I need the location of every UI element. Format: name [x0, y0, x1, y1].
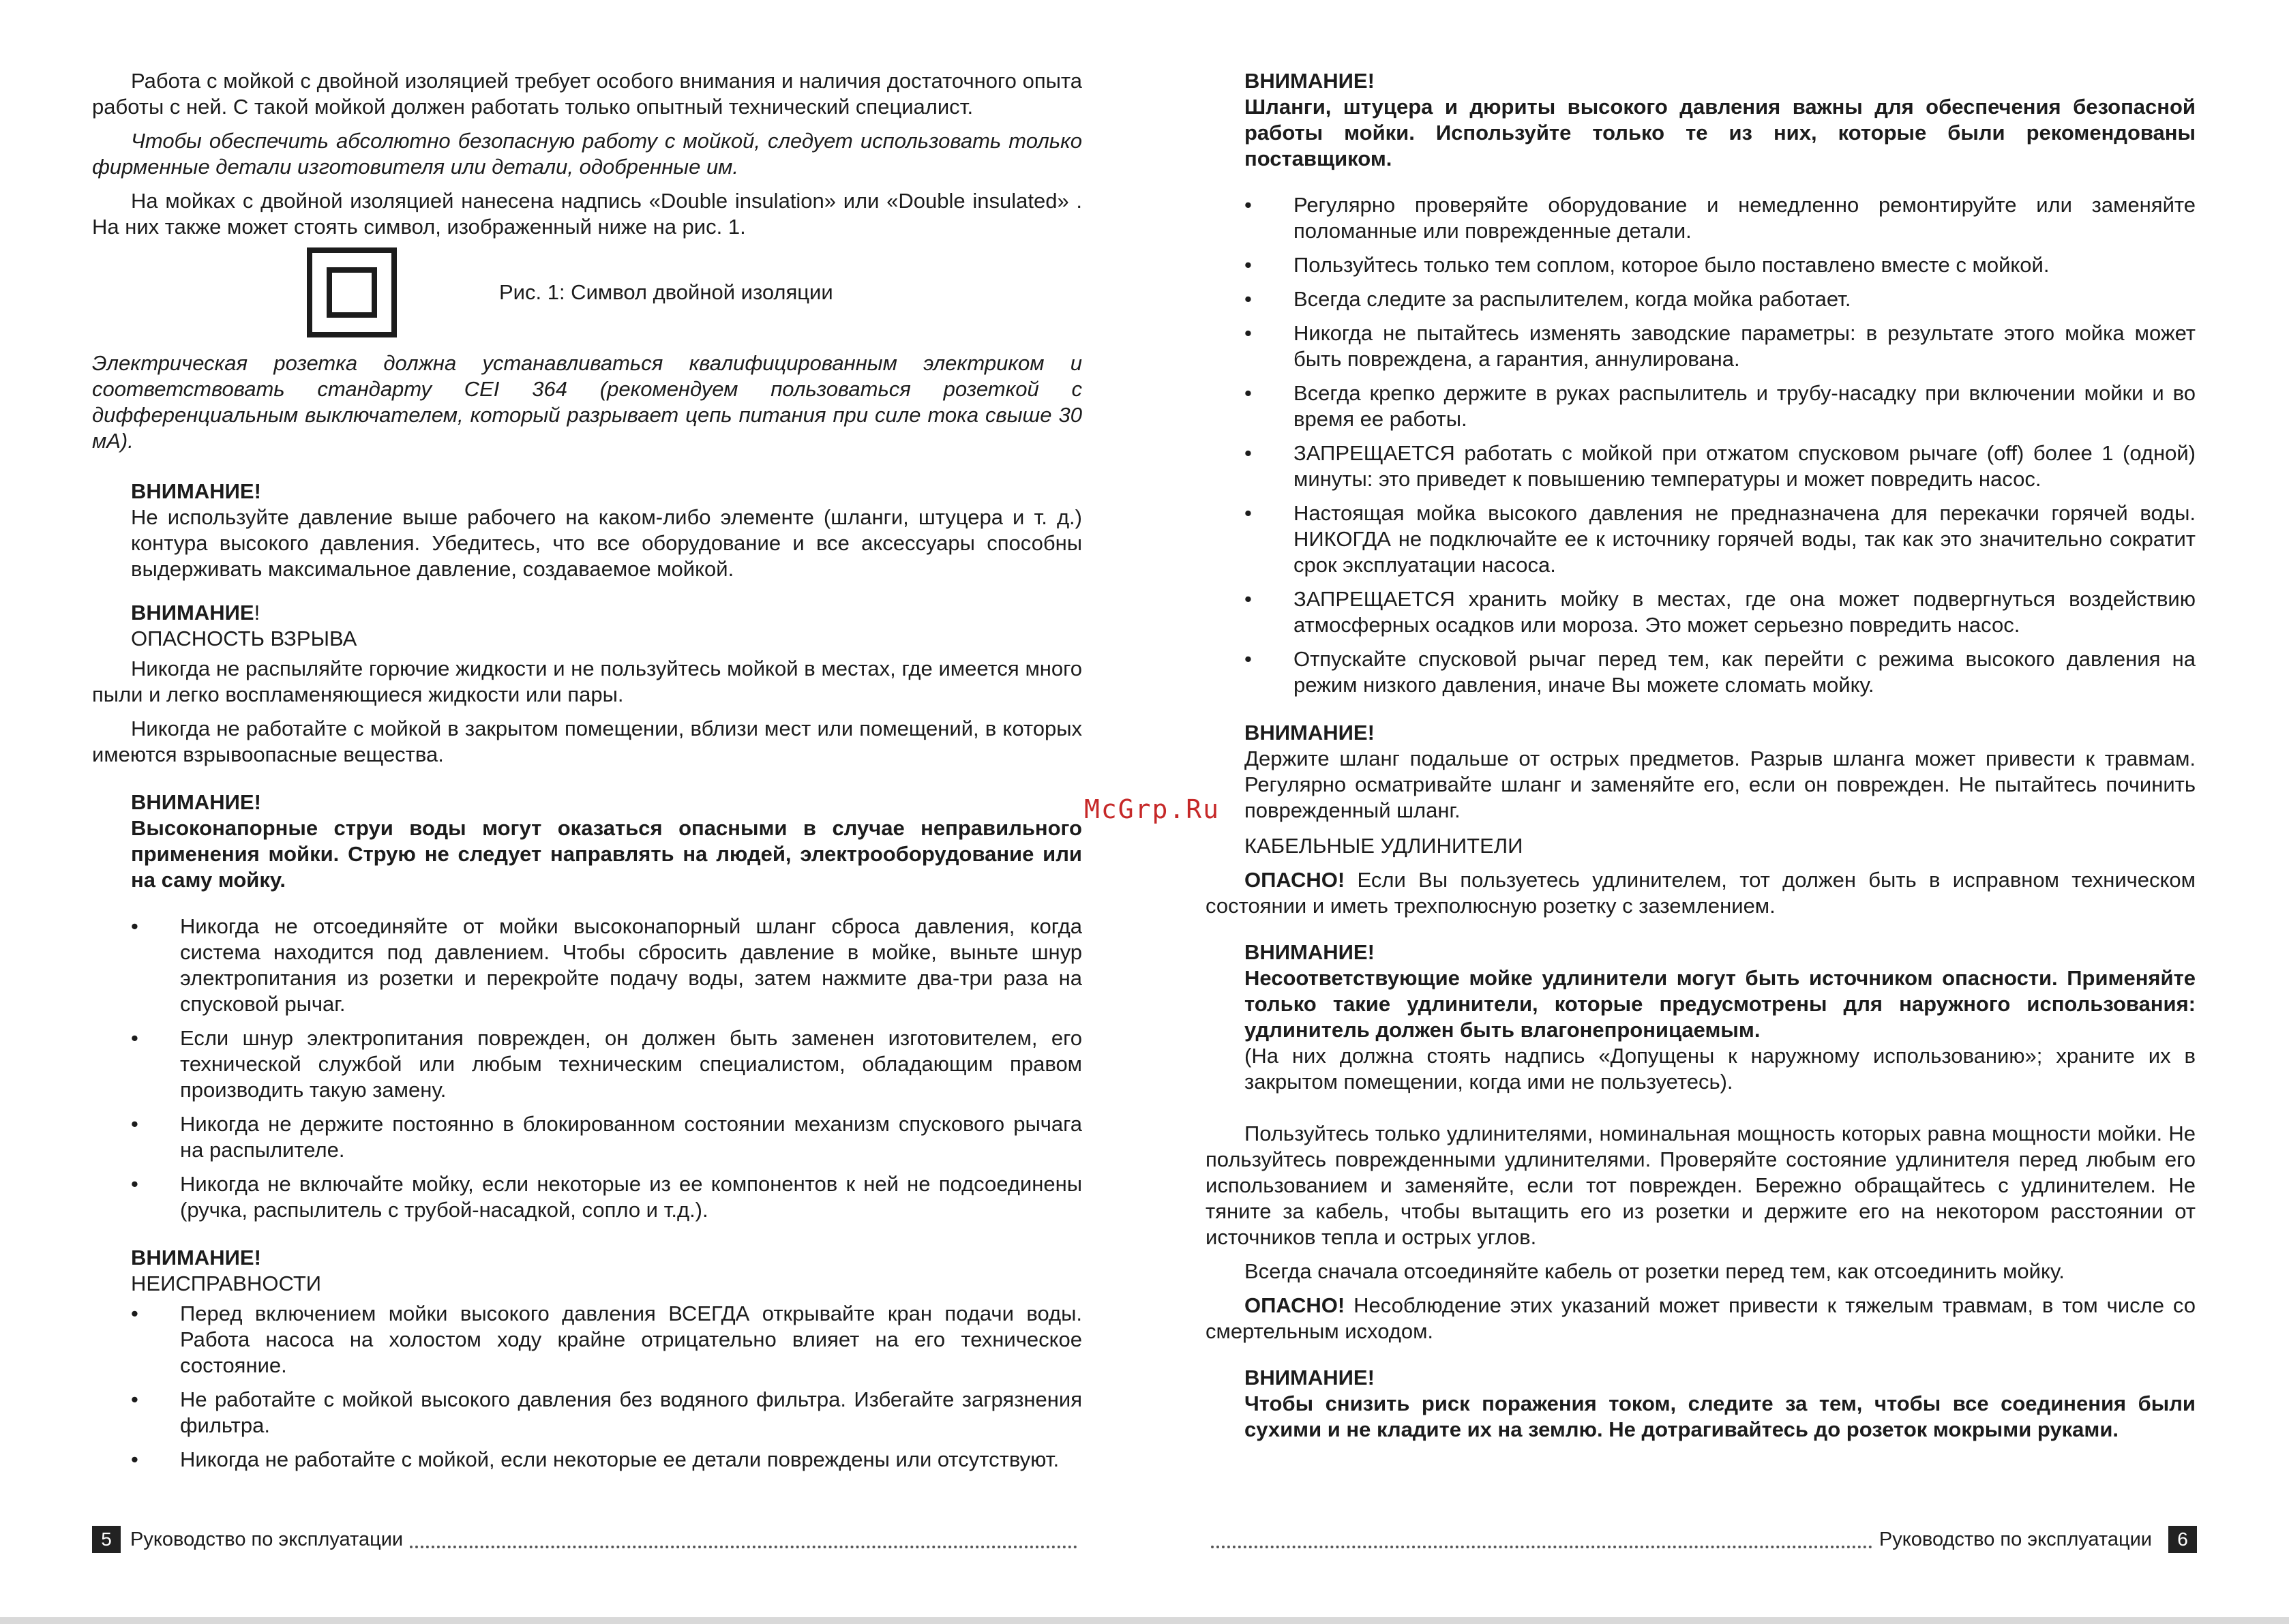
list-item: • ЗАПРЕЩАЕТСЯ работать с мойкой при отжатом спусковом рычаге (off) более 1 (одной) минуты: это приведет к повышению температуры и может повредить насос.	[1244, 441, 2196, 491]
list-item: • Перед включением мойки высокого давления ВСЕГДА открывайте кран подачи воды. Работа насоса на холостом ходу крайне отрицательно влияет на его техническое состояние.	[131, 1302, 1082, 1377]
warning-heading: ВНИМАНИЕ!	[1244, 1366, 1375, 1389]
bullet-icon: •	[131, 914, 138, 938]
paragraph: Чтобы обеспечить абсолютно безопасную работу с мойкой, следует использовать только фирменные детали изготовителя или детали, одобренные им.	[92, 129, 1082, 179]
list-item: • Пользуйтесь только тем соплом, которое было поставлено вместе с мойкой.	[1244, 253, 2050, 277]
warning-text: Не используйте давление выше рабочего на каком-либо элементе (шланги, штуцера и т. д.) контура высокого давления. Убедитесь, что все оборудование и все аксессуары способны выдерживать максимальное давление, создаваемое мойкой.	[131, 505, 1082, 581]
paragraph: Пользуйтесь только удлинителями, номинальная мощность которых равна мощности мойки. Не пользуйтесь поврежденными удлинителями. Проверяйте состояние удлинителя перед любым его использованием и заменяйте, если тот поврежден. Бережно обращайтесь с удлинителем. Не тяните за кабель, чтобы вытащить его из розетки и держите его на некотором расстоянии от источников тепла и острых углов.	[1206, 1122, 2196, 1249]
warning-subheading: ОПАСНОСТЬ ВЗРЫВА	[131, 627, 357, 650]
list-item: • Никогда не держите постоянно в блокированном состоянии механизм спускового рычага на распылителе.	[131, 1112, 1082, 1162]
warning-block	[1206, 1365, 2196, 1443]
warning-block	[1206, 939, 2196, 1095]
list-item: • Регулярно проверяйте оборудование и немедленно ремонтируйте или заменяйте поломанные или поврежденные детали.	[1244, 193, 2196, 243]
warning-heading-excl: !	[254, 601, 260, 625]
list-item: • Всегда следите за распылителем, когда мойка работает.	[1244, 287, 1851, 311]
paragraph: Работа с мойкой с двойной изоляцией требует особого внимания и наличия достаточного опыта работы с ней. С такой мойкой должен работать только опытный технический специалист.	[92, 69, 1082, 119]
section-heading: КАБЕЛЬНЫЕ УДЛИНИТЕЛИ	[1244, 834, 1523, 858]
warning-heading: ВНИМАНИЕ!	[1244, 69, 1375, 93]
list-item: • Никогда не работайте с мойкой, если некоторые ее детали повреждены или отсутствуют.	[131, 1447, 1060, 1471]
footer-dots	[1211, 1531, 1872, 1548]
warning-text: Шланги, штуцера и дюриты высокого давления важны для обеспечения безопасной работы мойки. Используйте только те из них, которые были рекомендованы поставщиком.	[1244, 95, 2196, 170]
figure-caption: Рис. 1: Символ двойной изоляции	[499, 280, 833, 304]
footer-right	[1204, 1526, 2197, 1553]
warning-heading: ВНИМАНИЕ!	[1244, 721, 1375, 745]
list-item: • ЗАПРЕЩАЕТСЯ хранить мойку в местах, где она может подвергнуться воздействию атмосферных осадков или мороза. Это может серьезно повредить насос.	[1244, 587, 2196, 637]
footer-left	[92, 1526, 1084, 1553]
list-item: • Никогда не отсоединяйте от мойки высоконапорный шланг сброса давления, когда система находится под давлением. Чтобы сбросить давление в мойке, выньте шнур электропитания из розетки и перекройте подачу воды, затем нажмите два-три раза на спусковой рычаг.	[131, 914, 1082, 1016]
danger-label: ОПАСНО!	[1244, 868, 1345, 892]
bullet-icon: •	[131, 1447, 138, 1471]
warning-text: Чтобы снизить риск поражения током, следите за тем, чтобы все соединения были сухими и не кладите их на землю. Не дотрагивайтесь до розеток мокрыми руками.	[1244, 1392, 2196, 1441]
warning-text: Высоконапорные струи воды могут оказаться опасными в случае неправильного применения мойки. Струю не следует направлять на людей, электрооборудование или на саму мойку.	[131, 816, 1082, 892]
warning-block	[92, 600, 1082, 652]
list-item: • Никогда не включайте мойку, если некоторые из ее компонентов к ней не подсоединены (ручка, распылитель с трубой-насадкой, сопло и т.д.).	[131, 1172, 1082, 1222]
double-insulation-icon	[307, 247, 397, 337]
warning-note: (На них должна стоять надпись «Допущены к наружному использованию»; храните их в закрытом помещении, когда ими не пользуетесь).	[1244, 1044, 2196, 1094]
warning-heading: ВНИМАНИЕ!	[131, 1246, 261, 1269]
bullet-list	[92, 914, 1082, 1223]
warning-heading-label: ВНИМАНИЕ	[131, 601, 254, 625]
footer-title: Руководство по эксплуатации	[1879, 1529, 2152, 1550]
warning-text: Несоответствующие мойке удлинители могут быть источником опасности. Применяйте только такие удлинители, которые предусмотрены для наружного использования: удлинитель должен быть влагонепроницаемым.	[1244, 966, 2196, 1042]
paragraph: На мойках с двойной изоляцией нанесена надпись «Double insulation» или «Double insulated» . На них также может стоять символ, изображенный ниже на рис. 1.	[92, 189, 1082, 239]
warning-block	[1206, 720, 2196, 824]
bullet-list	[92, 1301, 1082, 1473]
warning-heading: ВНИМАНИЕ!	[131, 479, 261, 503]
bullet-icon: •	[1244, 441, 1252, 465]
warning-block	[92, 479, 1082, 582]
watermark: McGrp.Ru	[1084, 794, 1221, 824]
bullet-icon: •	[1244, 647, 1252, 671]
warning-block	[92, 1245, 1082, 1297]
danger-label: ОПАСНО!	[1244, 1293, 1345, 1317]
warning-heading	[131, 600, 1082, 626]
bullet-list	[1206, 192, 2196, 698]
page-number: 6	[2168, 1526, 2197, 1553]
paragraph: Электрическая розетка должна устанавливаться квалифицированным электриком и соответствовать стандарту CEI 364 (рекомендуем пользоваться розеткой с дифференциальным выключателем, который разрывает цепь питания при силе тока свыше 30 мА).	[92, 351, 1082, 453]
bullet-icon: •	[131, 1172, 138, 1196]
bullet-icon: •	[131, 1302, 138, 1325]
bullet-icon: •	[131, 1387, 138, 1411]
warning-subheading: НЕИСПРАВНОСТИ	[131, 1272, 322, 1295]
right-page	[1206, 68, 2196, 1443]
footer-dots	[410, 1531, 1077, 1548]
bullet-icon: •	[1244, 253, 1252, 277]
bullet-icon: •	[1244, 193, 1252, 217]
page-number: 5	[92, 1526, 121, 1553]
warning-block	[1206, 68, 2196, 172]
bullet-icon: •	[131, 1026, 138, 1050]
list-item: • Никогда не пытайтесь изменять заводские параметры: в результате этого мойка может быть повреждена, а гарантия, аннулирована.	[1244, 321, 2196, 371]
paragraph: Никогда не распыляйте горючие жидкости и не пользуйтесь мойкой в местах, где имеется много пыли и легко воспламеняющиеся жидкости или пары.	[92, 657, 1082, 706]
list-item: • Отпускайте спусковой рычаг перед тем, как перейти с режима высокого давления на режим низкого давления, иначе Вы можете сломать мойку.	[1244, 647, 2196, 697]
left-page	[92, 68, 1082, 1481]
list-item: • Всегда крепко держите в руках распылитель и трубу-насадку при включении мойки и во время ее работы.	[1244, 381, 2196, 431]
bullet-icon: •	[1244, 501, 1252, 525]
danger-paragraph: ОПАСНО! Несоблюдение этих указаний может привести к тяжелым травмам, в том числе со смертельным исходом.	[1206, 1293, 2196, 1343]
bullet-icon: •	[131, 1112, 138, 1136]
warning-block	[92, 790, 1082, 893]
paragraph: Всегда сначала отсоединяйте кабель от розетки перед тем, как отсоединить мойку.	[1244, 1259, 2065, 1283]
list-item: • Если шнур электропитания поврежден, он должен быть заменен изготовителем, его технической службой или любым техническим специалистом, обладающим правом производить такую замену.	[131, 1026, 1082, 1102]
bullet-icon: •	[1244, 321, 1252, 345]
paragraph: Никогда не работайте с мойкой в закрытом помещении, вблизи мест или помещений, в которых имеются взрывоопасные вещества.	[92, 717, 1082, 766]
warning-heading: ВНИМАНИЕ!	[131, 790, 261, 814]
footer-title: Руководство по эксплуатации	[130, 1529, 404, 1550]
bottom-divider	[0, 1617, 2289, 1624]
warning-text: Держите шланг подальше от острых предметов. Разрыв шланга может привести к травмам. Регулярно осматривайте шланг и заменяйте его, если он поврежден. Не пытайтесь починить поврежденный шланг.	[1244, 747, 2196, 822]
bullet-icon: •	[1244, 381, 1252, 405]
danger-paragraph: ОПАСНО! Если Вы пользуетесь удлинителем, тот должен быть в исправном техническом состоянии и иметь трехполюсную розетку с заземлением.	[1206, 868, 2196, 918]
figure-1	[92, 248, 1082, 337]
bullet-icon: •	[1244, 287, 1252, 311]
bullet-icon: •	[1244, 587, 1252, 611]
list-item: • Настоящая мойка высокого давления не предназначена для перекачки горячей воды. НИКОГДА не подключайте ее к источнику горячей воды, так как это значительно сократит срок эксплуатации насоса.	[1244, 501, 2196, 577]
list-item: • Не работайте с мойкой высокого давления без водяного фильтра. Избегайте загрязнения фильтра.	[131, 1387, 1082, 1437]
warning-heading: ВНИМАНИЕ!	[1244, 940, 1375, 964]
